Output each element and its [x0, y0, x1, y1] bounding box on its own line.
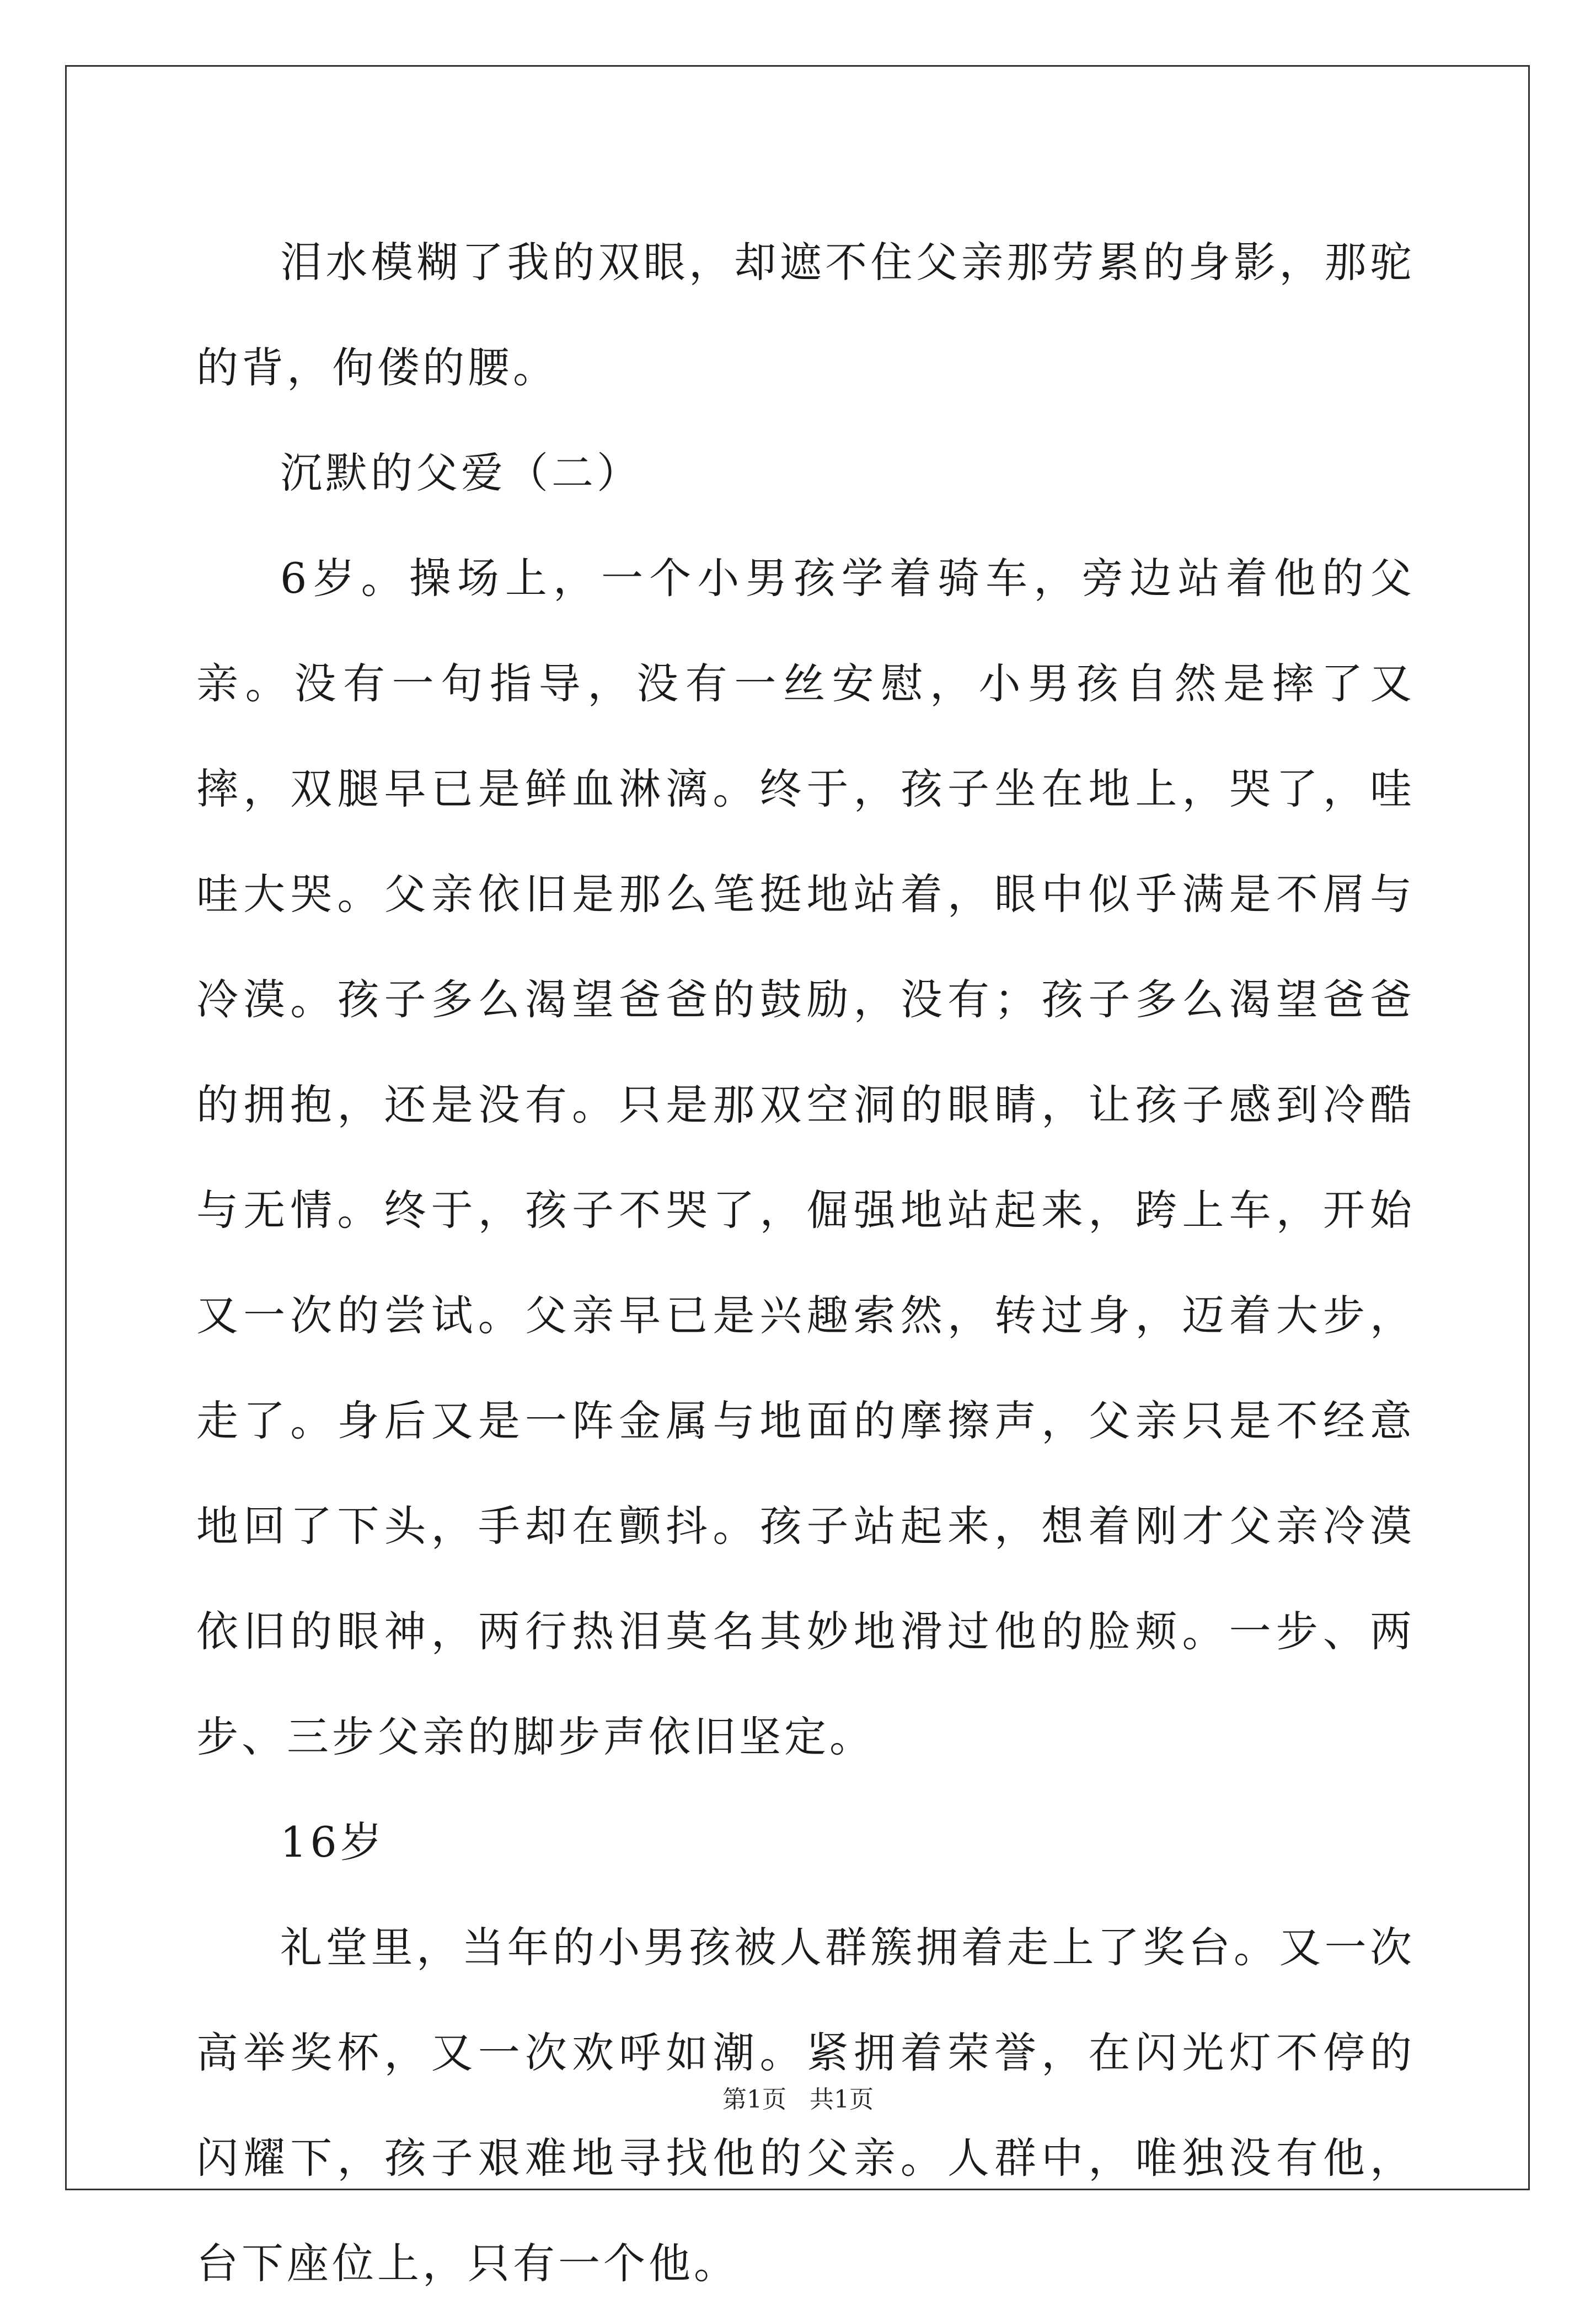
section-heading: 沉默的父爱（二）: [280, 448, 642, 497]
page-number: 第1页: [722, 2086, 787, 2114]
paragraph: 6岁。操场上，一个小男孩学着骑车，旁边站着他的父亲。没有一句指导，没有一丝安慰，小男孩自然是摔了又摔，双腿早已是鲜血淋漓。终于，孩子坐在地上，哭了，哇哇大哭。父亲依旧是那么笔挺地站着，眼中似乎满是不屑与冷漠。孩子多么渴望爸爸的鼓励，没有；孩子多么渴望爸爸的拥抱，还是没有。只是那双空洞的眼睛，让孩子感到冷酷与无情。终于，孩子不哭了，倔强地站起来，跨上车，开始又一次的尝试。父亲早已是兴趣索然，转过身，迈着大步，走了。身后又是一阵金属与地面的摩擦声，父亲只是不经意地回了下头，手却在颤抖。孩子站起来，想着刚才父亲冷漠依旧的眼神，两行热泪莫名其妙地滑过他的脸颊。一步、两步、三步父亲的脚步声依旧坚定。: [196, 554, 1415, 1761]
page-footer: [0, 2083, 1596, 2116]
paragraph: 礼堂里，当年的小男孩被人群簇拥着走上了奖台。又一次高举奖杯，又一次欢呼如潮。紧拥着荣誉，在闪光灯不停的闪耀下，孩子艰难地寻找他的父亲。人群中，唯独没有他，台下座位上，只有一个他。: [196, 1923, 1415, 2288]
page-total: 共1页: [809, 2086, 874, 2114]
paragraph: 泪水模糊了我的双眼，却遮不住父亲那劳累的身影，那驼的背，佝偻的腰。: [196, 238, 1415, 392]
document-body: [196, 210, 1415, 2316]
paragraph: 16岁: [280, 1818, 385, 1867]
